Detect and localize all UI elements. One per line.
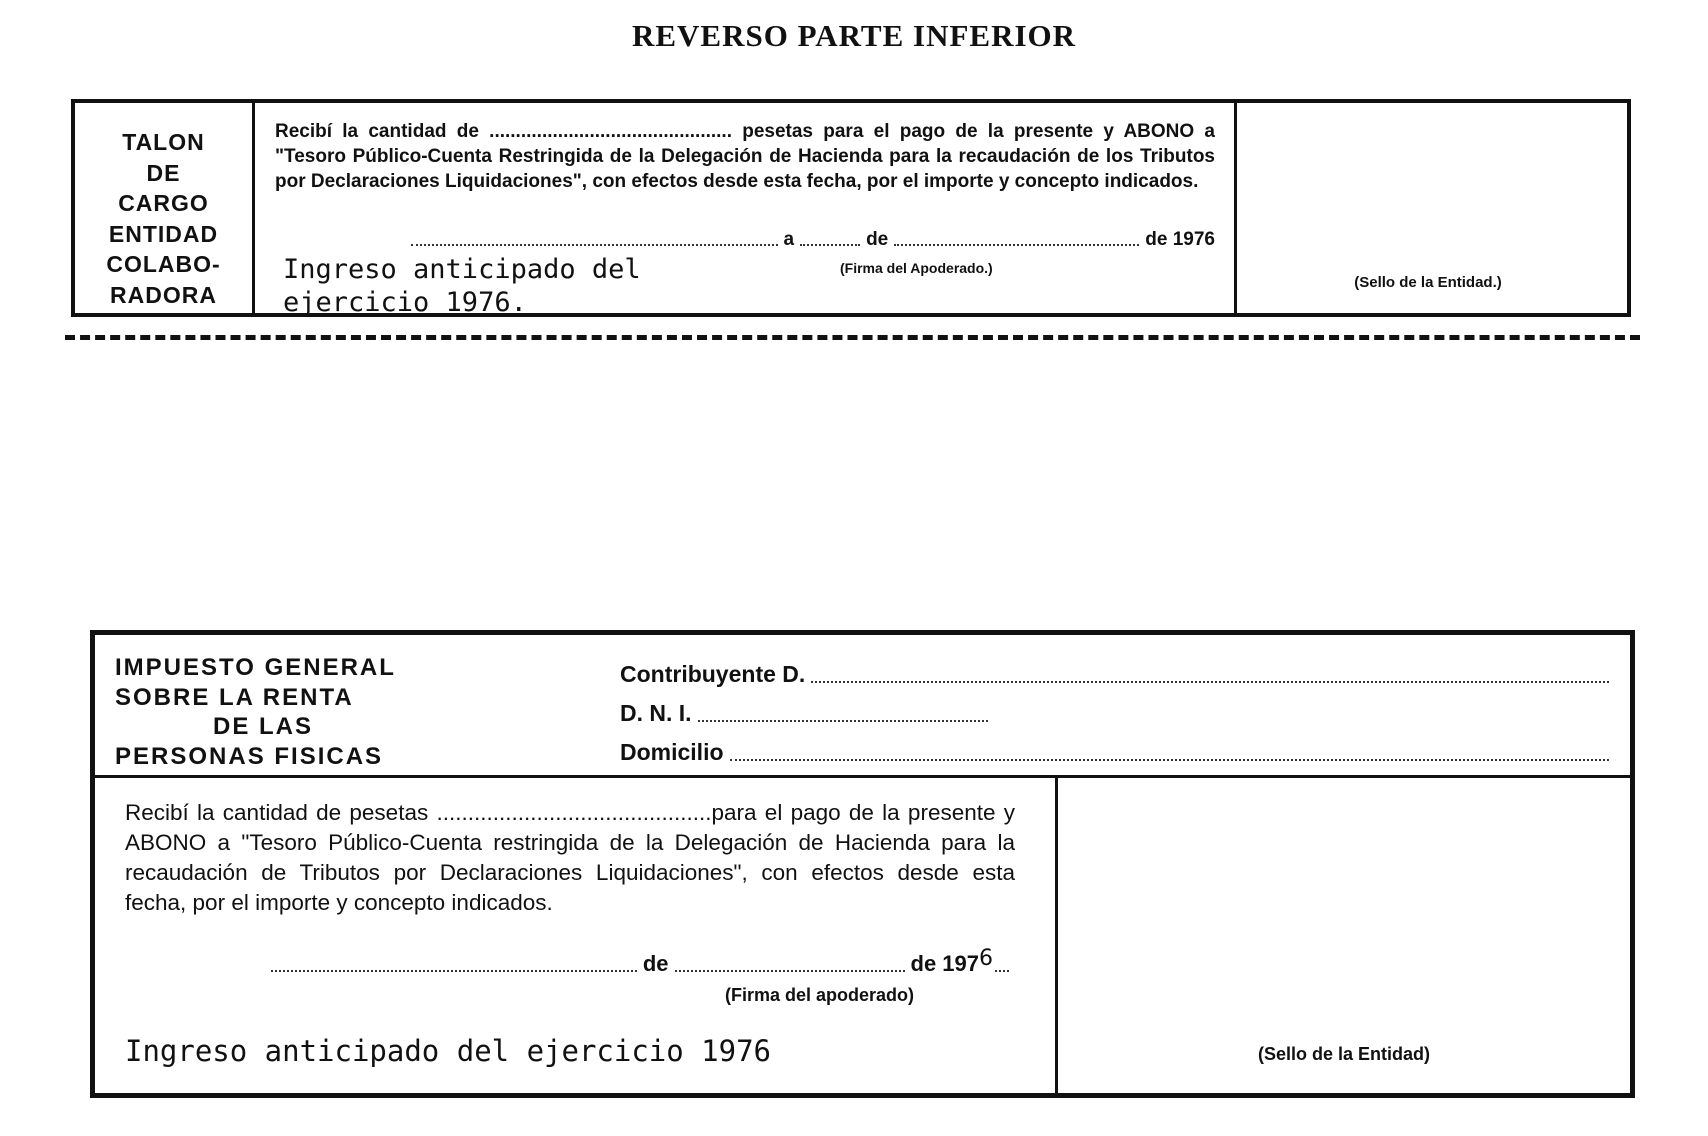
impuesto-date-de: de xyxy=(642,951,669,976)
talon-title-line: CARGO xyxy=(118,190,209,216)
talon-typed-line: Ingreso anticipado del xyxy=(283,254,641,285)
talon-month-field[interactable] xyxy=(894,244,1139,246)
talon-typed-note xyxy=(283,253,641,319)
impuesto-stamp-label: (Sello de la Entidad) xyxy=(1257,1044,1431,1064)
contribuyente-field[interactable] xyxy=(811,681,1609,683)
talon-date-line xyxy=(405,229,1215,251)
dni-row xyxy=(620,688,1615,727)
talon-day-field[interactable] xyxy=(800,244,860,246)
impuesto-title-line: PERSONAS FISICAS xyxy=(115,742,384,770)
domicilio-field[interactable] xyxy=(730,759,1609,761)
talon-stamp-area xyxy=(1229,103,1627,313)
dni-field[interactable] xyxy=(698,720,988,722)
impuesto-receipt-text: Recibí la cantidad de pesetas ............................................para el pago de la presente y ABONO a "Tesoro Público-Cuenta restringida de la Delegación de Hacienda para la recaudación de Tributos por Declaraciones Liquidaciones", con efectos desde esta fecha, por el importe y concepto indicados. xyxy=(125,800,1015,915)
impuesto-header xyxy=(95,635,1630,778)
impuesto-date-line xyxy=(265,946,1015,977)
talon-receipt-text: Recibí la cantidad de .............................................. pesetas para el pago de la presente y ABONO a "Tesoro Público-Cuenta Restringida de la Delegación de Hacienda para la recaudación de los Tributos por Declaraciones Liquidaciones", con efectos desde esta fecha, por el importe y concepto indicados. xyxy=(275,121,1215,192)
contribuyente-row xyxy=(620,649,1615,688)
talon-place-field[interactable] xyxy=(411,244,778,246)
impuesto-title xyxy=(115,653,396,771)
talon-title-line: TALON xyxy=(122,129,205,155)
handwritten-year-digit: 6 xyxy=(979,946,993,971)
talon-title-line: DE xyxy=(146,159,181,186)
impuesto-date-year: de 197 xyxy=(910,951,979,976)
talon-receipt-section xyxy=(255,103,1237,318)
impuesto-month-field[interactable] xyxy=(675,970,905,972)
taxpayer-fields xyxy=(620,649,1615,766)
page-heading: REVERSO PARTE INFERIOR xyxy=(631,18,1077,53)
impuesto-stamp-area xyxy=(1058,778,1630,1093)
contribuyente-label: Contribuyente D. xyxy=(620,661,806,687)
talon-title-line: RADORA xyxy=(110,281,217,308)
impuesto-year-field[interactable] xyxy=(995,970,1009,972)
dni-label: D. N. I. xyxy=(620,700,692,726)
domicilio-row xyxy=(620,727,1615,766)
talon-stamp-label: (Sello de la Entidad.) xyxy=(1354,274,1502,291)
impuesto-form xyxy=(90,630,1635,1098)
impuesto-signature-label: (Firma del apoderado) xyxy=(725,985,915,1005)
impuesto-typed-note: Ingreso anticipado del ejercicio 1976 xyxy=(125,1034,772,1068)
talon-title xyxy=(75,103,255,313)
talon-date-a: a xyxy=(783,229,795,250)
talon-date-de: de xyxy=(866,229,889,250)
talon-title-line: ENTIDAD xyxy=(108,220,219,247)
talon-date-year: de 1976 xyxy=(1145,229,1215,250)
talon-cargo-form xyxy=(71,99,1631,317)
talon-signature-label: (Firma del Apoderado.) xyxy=(840,260,993,276)
impuesto-receipt-section xyxy=(95,778,1058,1093)
impuesto-title-line: SOBRE LA RENTA xyxy=(115,683,354,711)
cut-line xyxy=(65,335,1640,340)
impuesto-title-line: DE LAS xyxy=(213,713,314,740)
talon-title-line: COLABO- xyxy=(106,251,221,277)
impuesto-place-field[interactable] xyxy=(271,970,637,972)
talon-typed-line: ejercicio 1976. xyxy=(283,287,527,318)
impuesto-title-line: IMPUESTO GENERAL xyxy=(115,654,396,681)
domicilio-label: Domicilio xyxy=(620,739,724,765)
